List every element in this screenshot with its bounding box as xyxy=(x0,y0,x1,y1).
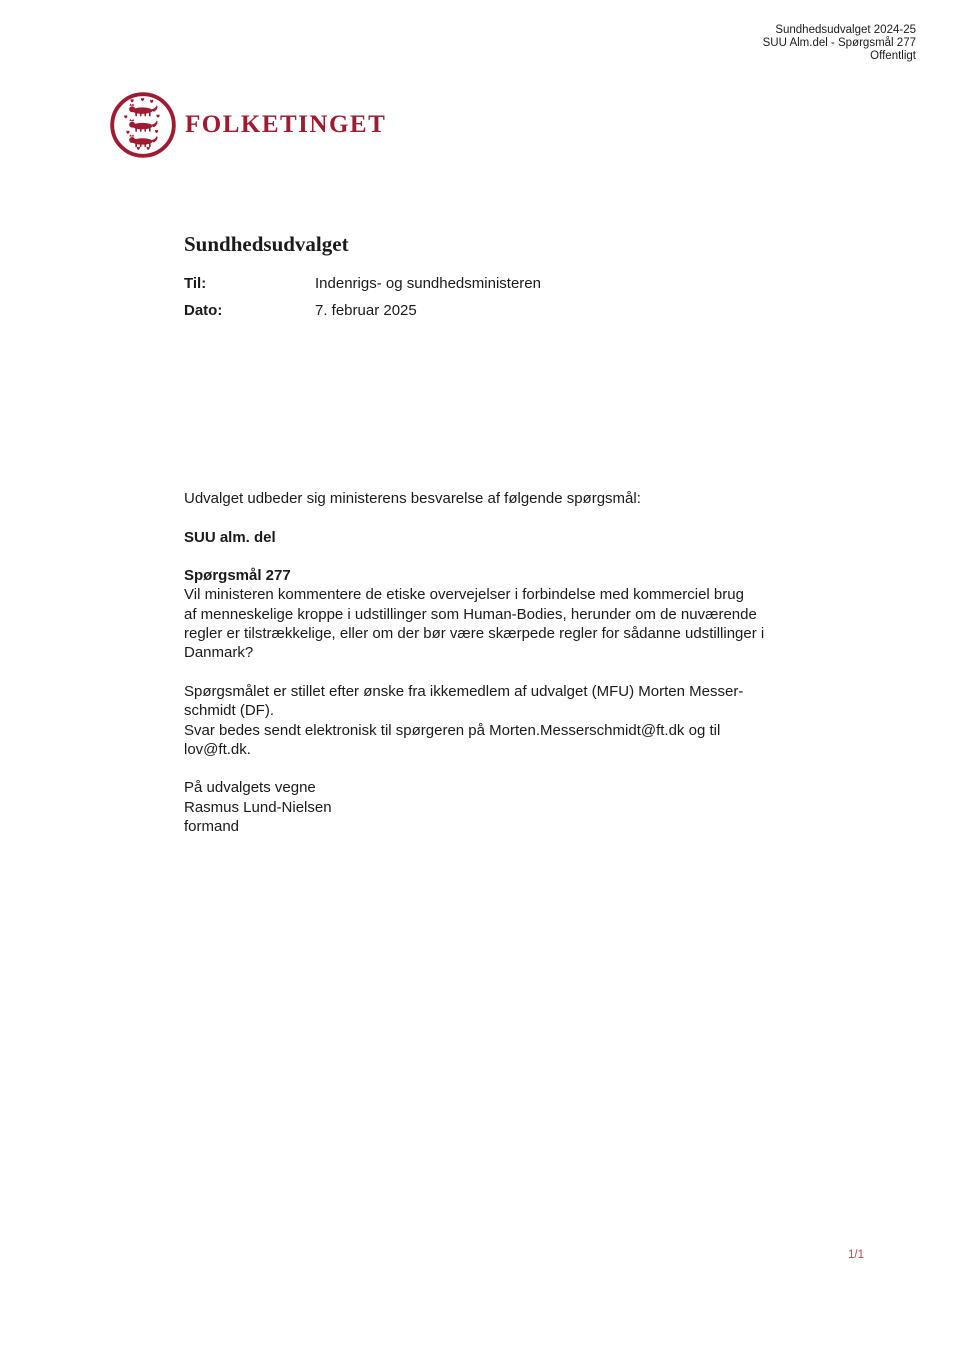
folketinget-logo xyxy=(108,90,386,160)
to-value: Indenrigs- og sundhedsministeren xyxy=(315,275,541,292)
request-line: lov@ft.dk. xyxy=(184,740,251,758)
recipient-date-block xyxy=(184,274,541,328)
intro-paragraph xyxy=(184,489,844,508)
question-heading: Spørgsmål 277 xyxy=(184,567,291,585)
intro-line: Udvalget udbeder sig ministerens besvarelse af følgende spørgsmål: xyxy=(184,490,641,507)
page-number: 1/1 xyxy=(848,1249,864,1261)
visibility-label: Offentligt xyxy=(870,50,916,62)
request-line: Spørgsmålet er stillet efter ønske fra ikkemedlem af udvalget (MFU) Morten Messer- xyxy=(184,682,744,700)
question-line: af menneskelige kroppe i udstillinger som Human-Bodies, herunder om de nuværende xyxy=(184,605,757,623)
to-label: Til: xyxy=(184,275,207,292)
signature-line: formand xyxy=(184,818,240,836)
question-line: Danmark? xyxy=(184,644,254,662)
recipient-row xyxy=(184,274,541,293)
question-paragraph xyxy=(184,566,844,662)
case-ref-paragraph xyxy=(184,528,844,547)
folketinget-wordmark: FOLKETINGET xyxy=(185,111,387,138)
signature-line: På udvalgets vegne xyxy=(184,779,316,797)
date-value: 7. februar 2025 xyxy=(315,302,417,319)
request-paragraph xyxy=(184,682,844,759)
question-line: regler er tilstrækkelige, eller om der bør være skærpede regler for sådanne udstillinger i xyxy=(184,625,765,643)
document-body xyxy=(184,489,844,856)
case-question-ref: SUU Alm.del - Spørgsmål 277 xyxy=(762,37,916,49)
request-line: Svar bedes sendt elektronisk til spørgeren på Morten.Messerschmidt@ft.dk og til xyxy=(184,721,721,739)
folketinget-emblem-icon xyxy=(108,90,178,160)
date-label: Dato: xyxy=(184,302,223,319)
request-line: schmidt (DF). xyxy=(184,702,274,720)
document-reference-block xyxy=(763,24,916,63)
case-ref-line: SUU alm. del xyxy=(184,528,276,546)
page-title: Sundhedsudvalget xyxy=(184,232,349,257)
signature-line: Rasmus Lund-Nielsen xyxy=(184,798,332,816)
date-row xyxy=(184,301,541,320)
signature-block xyxy=(184,778,844,836)
question-line: Vil ministeren kommentere de etiske overvejelser i forbindelse med kommerciel brug xyxy=(184,586,744,604)
committee-session-ref: Sundhedsudvalget 2024-25 xyxy=(775,24,916,36)
